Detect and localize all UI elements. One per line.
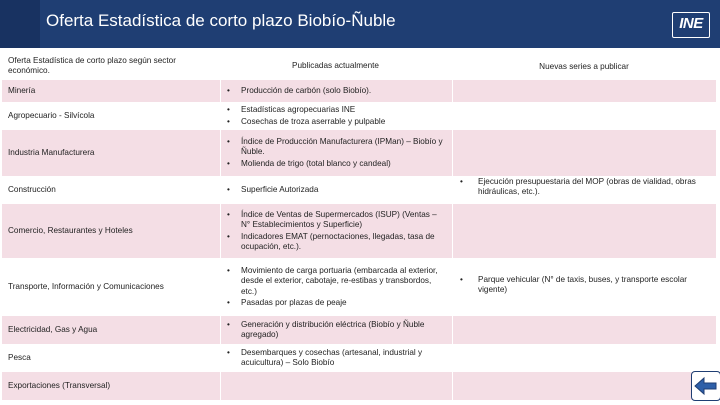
back-button[interactable] <box>691 371 720 401</box>
header-bar <box>0 0 720 48</box>
list-item: • Indicadores EMAT (pernoctaciones, llegadas, tasa de ocupación, etc.). <box>225 232 446 253</box>
current-series-list <box>225 185 446 195</box>
sector-label: Pesca <box>8 353 31 362</box>
sector-label: Industria Manufacturera <box>8 148 95 157</box>
sector-label: Electricidad, Gas y Agua <box>8 325 98 334</box>
list-item: • Índice de Ventas de Supermercados (ISUP) (Ventas – N° Establecimientos y Superficie) <box>225 210 446 231</box>
list-item: • Movimiento de carga portuaria (embarcada al exterior, desde el exterior, cabotaje, re-estibas y transbordos, etc.) <box>225 266 446 297</box>
current-series-list <box>225 210 446 253</box>
sector-label: Agropecuario - Silvícola <box>8 111 95 120</box>
col2-header-cell <box>220 52 452 80</box>
table-row <box>2 316 716 344</box>
new-series-cell <box>452 344 716 372</box>
current-series-list <box>225 105 446 127</box>
list-item: • Generación y distribución eléctrica (Biobío y Ñuble agregado) <box>225 320 446 341</box>
col1-header: Oferta Estadística de corto plazo según sector económico. <box>8 56 176 75</box>
new-series-cell <box>452 372 716 400</box>
current-series-list <box>225 320 446 341</box>
page-title: Oferta Estadística de corto plazo Biobío-Ñuble <box>46 11 396 30</box>
current-series-list <box>225 266 446 309</box>
current-series-list <box>225 137 446 169</box>
statistics-table <box>2 52 716 400</box>
new-series-cell <box>452 80 716 102</box>
new-series-cell <box>452 102 716 130</box>
col1-header-cell <box>2 52 220 80</box>
table-row <box>2 102 716 130</box>
table-row <box>2 80 716 102</box>
new-series-transporte <box>456 275 714 296</box>
col2-header: Publicadas actualmente <box>292 61 379 70</box>
new-series-cell <box>452 130 716 176</box>
list-item: • Pasadas por plazas de peaje <box>225 298 446 308</box>
list-item: • Índice de Producción Manufacturera (IPMan) – Biobío y Ñuble. <box>225 137 446 158</box>
sector-label: Comercio, Restaurantes y Hoteles <box>8 226 133 235</box>
new-series-cell <box>452 204 716 258</box>
table-row <box>2 344 716 372</box>
list-item: • Molienda de trigo (total blanco y candeal) <box>225 159 446 169</box>
new-series-construccion <box>456 177 714 198</box>
current-series-list <box>225 86 446 96</box>
ine-logo: INE <box>672 12 710 38</box>
table-row <box>2 372 716 400</box>
sector-label: Minería <box>8 86 36 95</box>
list-item: • Producción de carbón (solo Biobío). <box>225 86 446 96</box>
sector-label: Exportaciones (Transversal) <box>8 381 111 390</box>
list-item: • Estadísticas agropecuarias INE <box>225 105 446 115</box>
col3-header: Nuevas series a publicar <box>539 61 629 71</box>
list-item: • Parque vehicular (N° de taxis, buses, y transporte escolar vigente) <box>456 275 714 296</box>
list-item: • Desembarques y cosechas (artesanal, industrial y acuicultura) – Solo Biobío <box>225 348 446 369</box>
back-arrow-icon <box>693 373 719 399</box>
list-item: • Superficie Autorizada <box>225 185 446 195</box>
new-series-cell <box>452 316 716 344</box>
current-series-list <box>225 348 446 369</box>
table-row <box>2 204 716 258</box>
list-item: • Cosechas de troza aserrable y pulpable <box>225 117 446 127</box>
table-row <box>2 130 716 176</box>
sector-label: Transporte, Información y Comunicaciones <box>8 282 164 291</box>
header-accent <box>0 0 40 48</box>
list-item: • Ejecución presupuestaria del MOP (obras de vialidad, obras hidráulicas, etc.). <box>456 177 714 198</box>
sector-label: Construcción <box>8 185 56 194</box>
